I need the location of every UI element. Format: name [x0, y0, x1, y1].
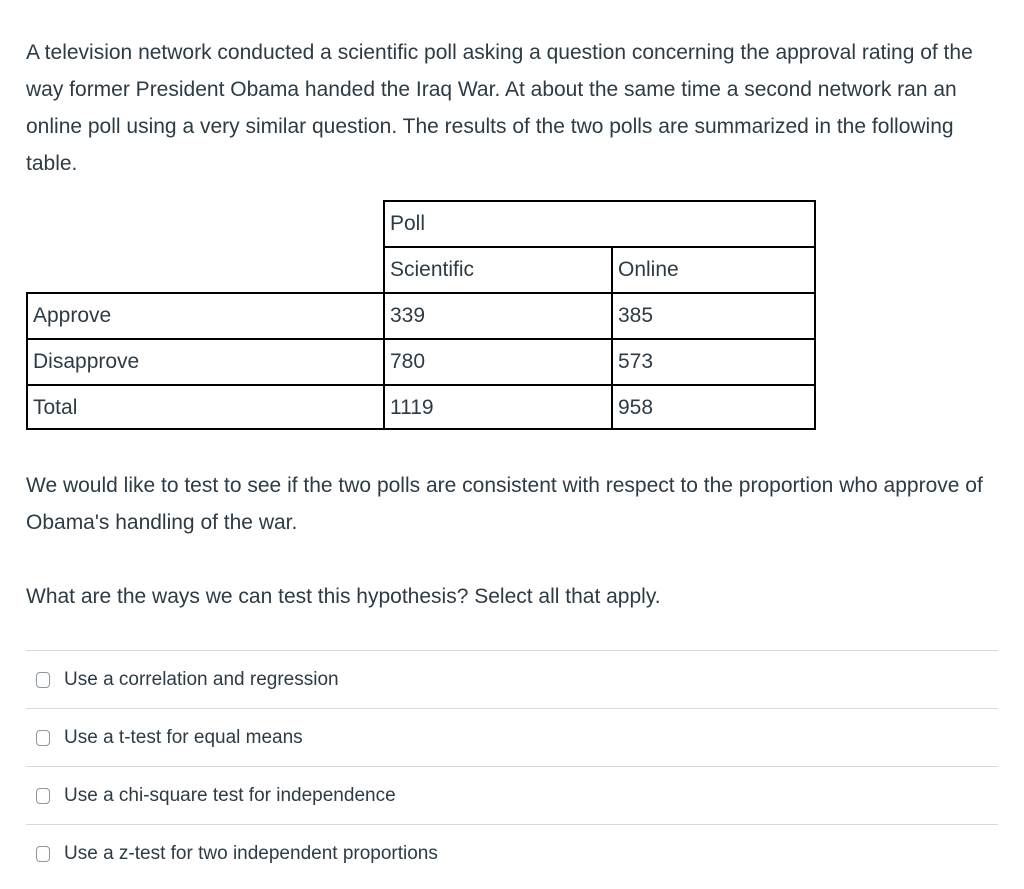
question-paragraph-2: We would like to test to see if the two polls are consistent with respect to the proportion who approve of Obama's handling of the war. [26, 474, 995, 534]
answer-option-chi-square[interactable] [26, 766, 998, 824]
checkbox[interactable] [36, 788, 50, 804]
checkbox[interactable] [36, 730, 50, 746]
table-row-label-approve: Approve [26, 292, 383, 338]
answer-option-z-test[interactable] [26, 824, 998, 882]
table-cell-approve-scientific: 339 [383, 292, 611, 338]
table-cell-total-online: 958 [611, 384, 816, 430]
answer-list [26, 650, 998, 882]
table-cell-disapprove-online: 573 [611, 338, 816, 384]
answer-label: Use a z-test for two independent proportions [64, 842, 438, 864]
question-intro: A television network conducted a scientific poll asking a question concerning the approval rating of the way former President Obama handed the Iraq War. At about the same time a second network ran an online poll using a very similar question. The results of the two polls are summarized in the following table. [26, 41, 973, 175]
table-cell-disapprove-scientific: 780 [383, 338, 611, 384]
answer-label: Use a chi-square test for independence [64, 784, 396, 806]
answer-label: Use a correlation and regression [64, 668, 339, 690]
table-cell-approve-online: 385 [611, 292, 816, 338]
answer-option-t-test[interactable] [26, 708, 998, 766]
table-col-header-online: Online [611, 246, 816, 292]
table-cell-total-scientific: 1119 [383, 384, 611, 430]
answer-option-correlation[interactable] [26, 650, 998, 708]
table-row-label-total: Total [26, 384, 383, 430]
checkbox[interactable] [36, 672, 50, 688]
answer-label: Use a t-test for equal means [64, 726, 303, 748]
table-col-header-scientific: Scientific [383, 246, 611, 292]
question-prompt: What are the ways we can test this hypothesis? Select all that apply. [26, 585, 661, 608]
table-group-header: Poll [383, 200, 816, 246]
table-row-label-disapprove: Disapprove [26, 338, 383, 384]
checkbox[interactable] [36, 846, 50, 862]
poll-results-table [26, 200, 816, 430]
